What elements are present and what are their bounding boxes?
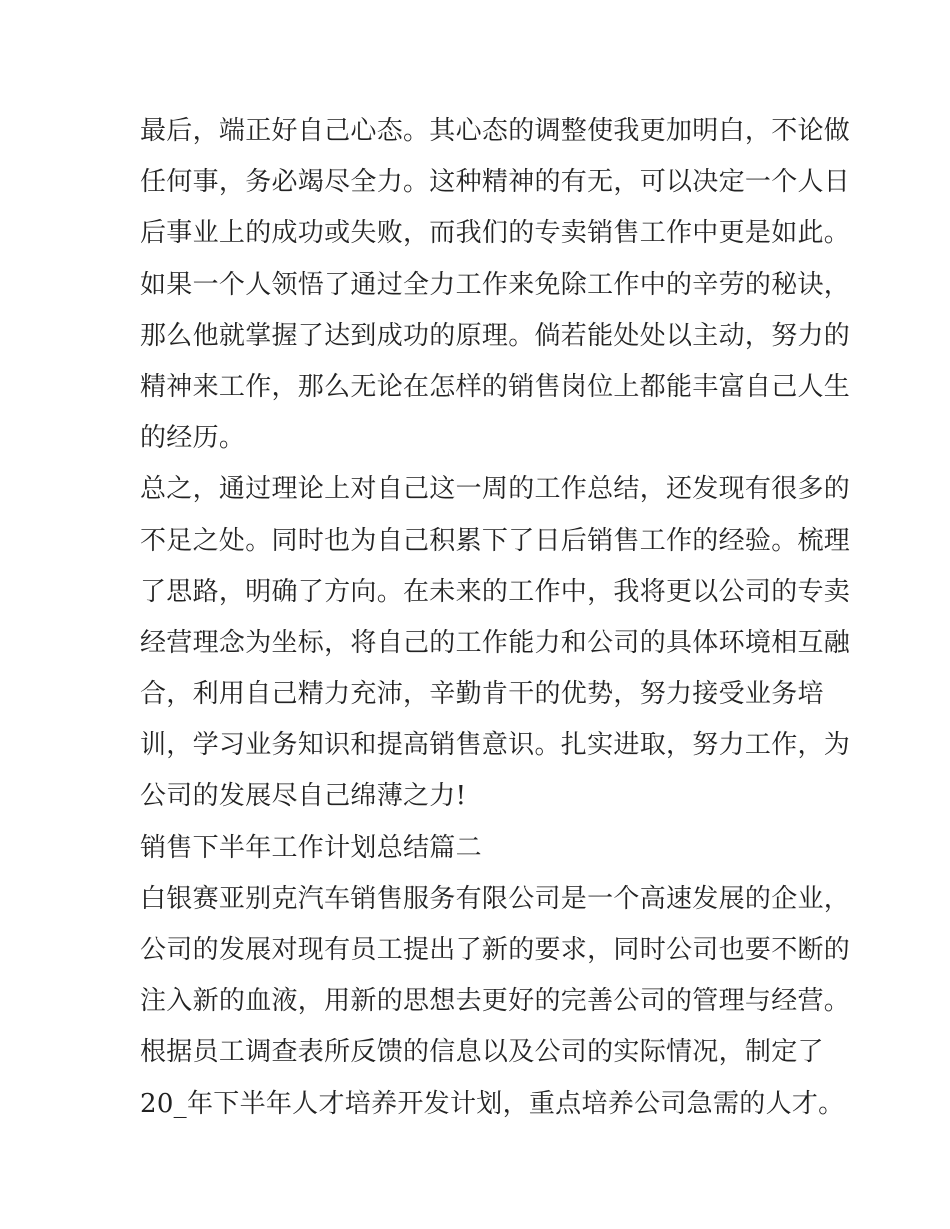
text-line: 后事业上的成功或失败，而我们的专卖销售工作中更是如此。 — [140, 218, 851, 249]
text-line: 白银赛亚别克汽车销售服务有限公司是一个高速发展的企业， — [140, 883, 851, 914]
text-line: 合，利用自己精力充沛，辛勤肯干的优势，努力接受业务培 — [140, 679, 824, 710]
text-line: 最后，端正好自己心态。其心态的调整使我更加明白，不论做 — [140, 116, 851, 146]
section-heading: 销售下半年工作计划总结篇二 — [140, 832, 482, 863]
text-line: 注入新的血液，用新的思想去更好的完善公司的管理与经营。 — [140, 986, 851, 1017]
text-line: 总之，通过理论上对自己这一周的工作总结，还发现有很多的 — [140, 474, 851, 505]
text-line: 如果一个人领悟了通过全力工作来免除工作中的辛劳的秘诀， — [140, 269, 851, 300]
text-line: 公司的发展对现有员工提出了新的要求，同时公司也要不断的 — [140, 935, 851, 965]
text-line: 训，学习业务知识和提高销售意识。扎实进取，努力工作，为 — [140, 730, 851, 761]
text-line: 不足之处。同时也为自己积累下了日后销售工作的经验。梳理 — [140, 525, 851, 556]
text-line: 的经历。 — [140, 423, 246, 454]
text-line: 20_年下半年人才培养开发计划，重点培养公司急需的人才。 — [140, 1088, 845, 1119]
text-line: 了思路，明确了方向。在未来的工作中，我将更以公司的专卖 — [140, 576, 851, 607]
text-line: 那么他就掌握了达到成功的原理。倘若能处处以主动，努力的 — [140, 320, 851, 351]
text-line: 任何事，务必竭尽全力。这种精神的有无，可以决定一个人日 — [140, 167, 851, 198]
document-body — [140, 106, 851, 1130]
text-line: 经营理念为坐标，将自己的工作能力和公司的具体环境相互融 — [140, 627, 851, 658]
text-line: 公司的发展尽自己绵薄之力! — [140, 781, 467, 812]
text-line: 根据员工调查表所反馈的信息以及公司的实际情况，制定了 — [140, 1037, 824, 1068]
text-line: 精神来工作，那么无论在怎样的销售岗位上都能丰富自己人生 — [140, 371, 851, 402]
